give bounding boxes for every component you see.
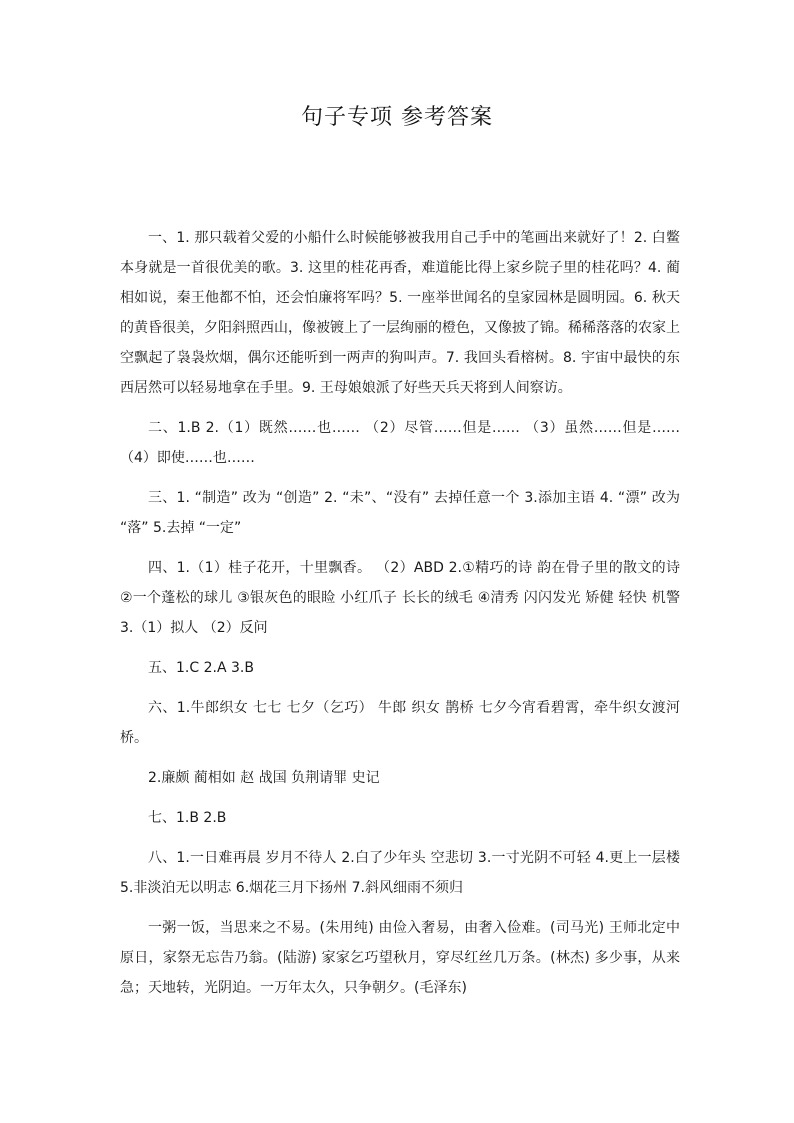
answer-section-5: 五、1.C 2.A 3.B xyxy=(148,660,254,676)
answer-section-4: 四、1.（1）桂子花开，十里飘香。 （2）ABD 2.①精巧的诗 韵在骨子里的散文的诗②一个蓬松的球儿 ③银灰色的眼睑 小红爪子 长长的绒毛 ④清秀 闪闪发光 矫健 轻快 机警 3.（1）拟人 （2）反问 xyxy=(120,560,680,636)
page-title: 句子专项 参考答案 xyxy=(301,105,493,130)
answer-section-6: 六、1.牛郎织女 七七 七夕（乞巧） 牛郎 织女 鹊桥 七夕今宵看碧霄，牵牛织女渡河桥。 xyxy=(120,700,680,746)
answer-section-8: 八、1.一日难再晨 岁月不待人 2.白了少年头 空悲切 3.一寸光阴不可轻 4.更上一层楼 5.非淡泊无以明志 6.烟花三月下扬州 7.斜风细雨不须归 xyxy=(120,850,680,896)
answer-section-1: 一、1. 那只载着父爱的小船什么时候能够被我用自己手中的笔画出来就好了！2. 白鳖本身就是一首很优美的歌。3. 这里的桂花再香，难道能比得上家乡院子里的桂花吗？4. 蔺相如说，秦王他都不怕，还会怕廉将军吗？5. 一座举世闻名的皇家园林是圆明园。6. 秋天的黄昏很美，夕阳斜照西山，像被镀上了一层绚丽的橙色，又像披了锦。稀稀落落的农家上空飘起了袅袅炊烟，偶尔还能听到一两声的狗叫声。7. 我回头看榕树。8. 宇宙中最快的东西居然可以轻易地拿在手里。9. 王母娘娘派了好些天兵天将到人间察访。 xyxy=(120,230,680,396)
quotes-paragraph: 一粥一饭，当思来之不易。(朱用纯) 由俭入奢易，由奢入俭难。(司马光) 王师北定中原日，家祭无忘告乃翁。(陆游) 家家乞巧望秋月，穿尽红丝几万条。(林杰) 多少事，从来急；天地转，光阴迫。一万年太久，只争朝夕。(毛泽东) xyxy=(120,920,680,996)
answer-section-3: 三、1. “制造” 改为 “创造” 2. “未”、“没有” 去掉任意一个 3.添加主语 4. “漂” 改为 “落” 5.去掉 “一定” xyxy=(120,490,680,536)
answer-section-7: 七、1.B 2.B xyxy=(148,810,227,826)
answer-section-2: 二、1.B 2.（1）既然……也…… （2）尽管……但是…… （3）虽然……但是……（4）即使……也…… xyxy=(120,420,680,466)
answer-content xyxy=(120,223,680,1009)
answer-section-6-part-2: 2.廉颇 蔺相如 赵 战国 负荆请罪 史记 xyxy=(148,770,380,786)
